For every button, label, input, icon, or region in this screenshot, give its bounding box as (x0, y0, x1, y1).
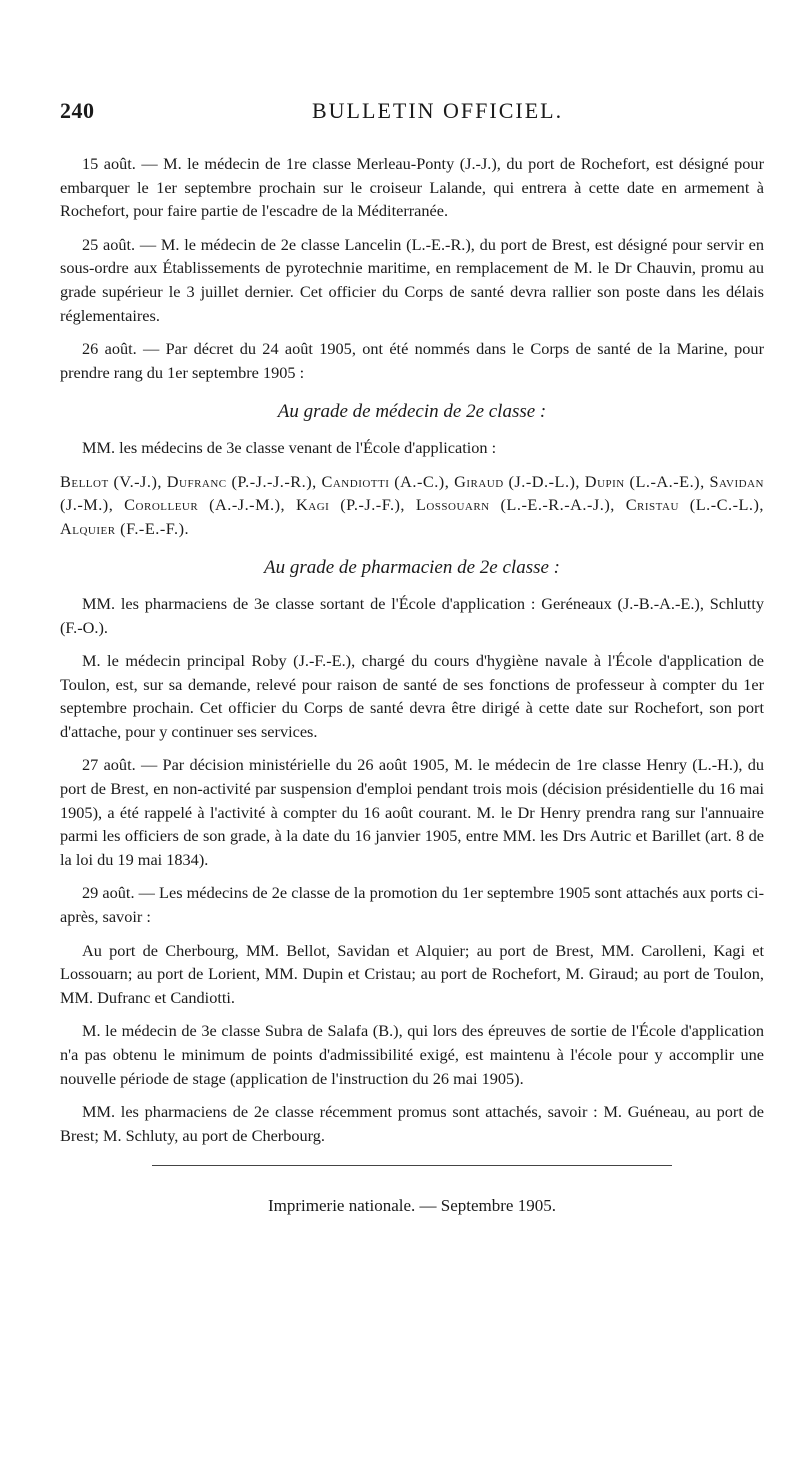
paragraph-medecins-list: Bellot (V.-J.), Dufranc (P.-J.-J.-R.), Candiotti (A.-C.), Giraud (J.-D.-L.), Dupin (L.-A.-E.), Savidan (J.-M.), Corolleur (A.-J.-M.), Kagi (P.-J.-F.), Lossouarn (L.-E.-R.-A.-J.), Cristau (L.-C.-L.), Alquier (F.-E.-F.). (60, 471, 764, 538)
paragraph-15-aout: 15 août. — M. le médecin de 1re classe Merleau-Ponty (J.-J.), du port de Rochefort, est désigné pour embarquer le 1er septembre prochain sur le croiseur Lalande, qui entrera à cette date en armement à Rochefort, pour faire partie de l'escadre de la Méditerranée. (60, 154, 764, 221)
paragraph-subra-de-salafa: M. le médecin de 3e classe Subra de Salafa (B.), qui lors des épreuves de sortie de l'École d'application n'a pas obtenu le minimum de points d'admissibilité exigé, est maintenu à l'école pour y accomplir une nouvelle période de stage (application de l'instruction du 26 mai 1905). (60, 1021, 764, 1088)
page-number: 240 (60, 98, 95, 123)
section-heading-pharmacien: Au grade de pharmacien de 2e classe : (263, 557, 560, 579)
section-heading-medecin: Au grade de médecin de 2e classe : (277, 401, 547, 423)
paragraph-26-aout: 26 août. — Par décret du 24 août 1905, ont été nommés dans le Corps de santé de la Marine, pour prendre rang du 1er septembre 1905 : (60, 339, 764, 382)
document-body (60, 152, 764, 1147)
paragraph-pharmaciens-affectes: MM. les pharmaciens de 2e classe récemment promus sont attachés, savoir : M. Guéneau, au port de Brest; M. Schluty, au port de Cherbourg. (60, 1102, 764, 1145)
imprint-footer: Imprimerie nationale. — Septembre 1905. (268, 1196, 556, 1216)
paragraph-25-aout: 25 août. — M. le médecin de 2e classe Lancelin (L.-E.-R.), du port de Brest, est désigné pour servir en sous-ordre aux Établissements de pyrotechnie maritime, en remplacement de M. le Dr Chauvin, promu au grade supérieur le 3 juillet dernier. Cet officier du Corps de santé devra rallier son poste dans les délais réglementaires. (60, 234, 764, 325)
journal-title: BULLETIN OFFICIEL. (312, 98, 564, 123)
paragraph-pharmaciens: MM. les pharmaciens de 3e classe sortant de l'École d'application : Geréneaux (J.-B.-A.-E.), Schlutty (F.-O.). (60, 593, 764, 637)
paragraph-medecins-intro: MM. les médecins de 3e classe venant de l'École d'application : (82, 437, 497, 457)
running-head (60, 98, 764, 138)
footer-rule (152, 1165, 672, 1166)
paragraph-29-aout: 29 août. — Les médecins de 2e classe de la promotion du 1er septembre 1905 sont attachés aux ports ci-après, savoir : (60, 883, 764, 927)
paragraph-roby: M. le médecin principal Roby (J.-F.-E.), chargé du cours d'hygiène navale à l'École d'application de Toulon, est, sur sa demande, relevé pour raison de santé de ses fonctions de professeur à compter du 1er septembre prochain. Cet officier du Corps de santé devra être dirigé à cette date sur Rochefort, son port d'attache, pour y continuer ses services. (60, 651, 764, 741)
paragraph-affectations: Au port de Cherbourg, MM. Bellot, Savidan et Alquier; au port de Brest, MM. Carolleni, Kagi et Lossouarn; au port de Lorient, MM. Dupin et Cristau; au port de Rochefort, M. Giraud; au port de Toulon, MM. Dufranc et Candiotti. (60, 940, 764, 1007)
paragraph-27-aout: 27 août. — Par décision ministérielle du 26 août 1905, M. le médecin de 1re classe Henry (L.-H.), du port de Brest, en non-activité par suspension d'emploi pendant trois mois (décision présidentielle du 16 mai 1905), a été rappelé à l'activité à compter du 16 août courant. M. le Dr Henry prendra rang sur l'annuaire parmi les officiers de son grade, à la date du 16 janvier 1905, entre MM. les Drs Autric et Barillet (art. 8 de la loi du 19 mai 1834). (60, 755, 764, 869)
